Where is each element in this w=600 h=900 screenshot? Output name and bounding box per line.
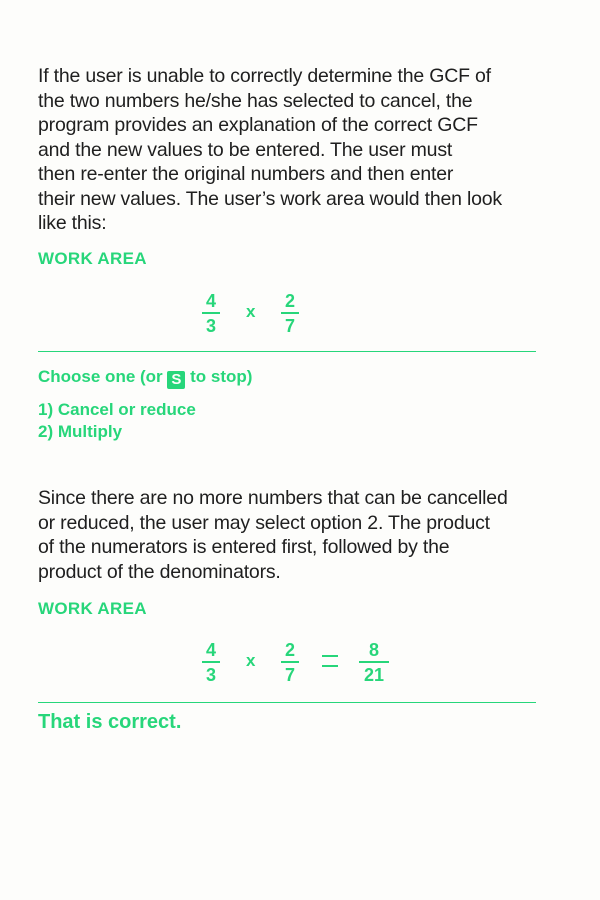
menu-option-multiply: 2) Multiply: [38, 422, 123, 441]
multiply-operator: x: [246, 651, 256, 670]
fraction-numerator: 4: [205, 640, 216, 660]
fraction-2-7: [279, 291, 301, 336]
work-area-divider: [38, 702, 536, 703]
fraction-bar: [281, 661, 299, 663]
fraction-8-21: [357, 640, 391, 685]
fraction-bar: [281, 312, 299, 314]
fraction-numerator: 4: [205, 291, 216, 311]
menu-prompt-suffix: to stop): [190, 367, 253, 386]
menu-options: [38, 399, 196, 443]
multiply-operator: x: [246, 302, 256, 321]
fraction-denominator: 3: [205, 665, 216, 685]
fraction-numerator: 2: [284, 291, 295, 311]
intro-paragraph: If the user is unable to correctly determine the GCF of the two numbers he/she has selected to cancel, the program provides an explanation of the correct GCF and the new values to be entered. The user must then re-enter the original numbers and then enter their new values. The user’s work area would then look like this:: [38, 65, 502, 234]
explanation-paragraph: Since there are no more numbers that can be cancelled or reduced, the user may select option 2. The product of the numerators is entered first, followed by the product of the denominators.: [38, 487, 508, 583]
fraction-denominator: 7: [284, 316, 295, 336]
feedback-message: That is correct.: [38, 711, 182, 733]
fraction-numerator: 8: [368, 640, 379, 660]
fraction-2-7: [279, 640, 301, 685]
fraction-numerator: 2: [284, 640, 295, 660]
work-area-label: WORK AREA: [38, 599, 147, 618]
equals-sign: [322, 655, 338, 667]
fraction-denominator: 3: [205, 316, 216, 336]
fraction-4-3: [200, 640, 222, 685]
fraction-bar: [359, 661, 389, 663]
work-area-label: WORK AREA: [38, 249, 147, 268]
fraction-bar: [202, 312, 220, 314]
fraction-bar: [202, 661, 220, 663]
fraction-denominator: 7: [284, 665, 295, 685]
fraction-4-3: [200, 291, 222, 336]
menu-prompt-prefix: Choose one (or: [38, 367, 163, 386]
menu-prompt: [38, 367, 252, 389]
menu-option-cancel-reduce: 1) Cancel or reduce: [38, 400, 196, 419]
work-area-divider: [38, 351, 536, 352]
fraction-denominator: 21: [363, 665, 385, 685]
stop-key-badge: S: [167, 371, 185, 389]
